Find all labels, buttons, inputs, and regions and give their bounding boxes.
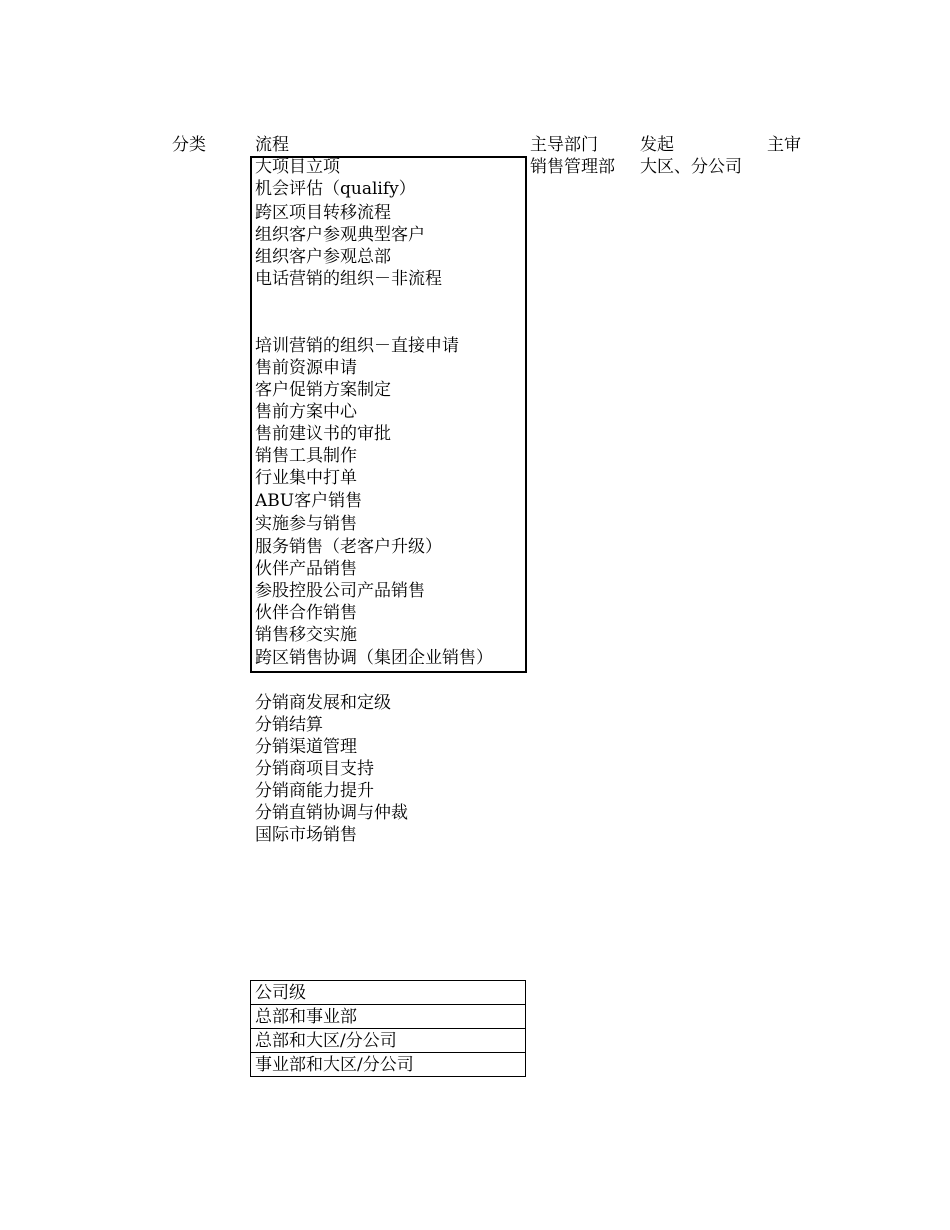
header-initiator: 发起 xyxy=(640,135,674,155)
distribution-item: 分销商发展和定级 xyxy=(255,693,391,713)
process-item: 行业集中打单 xyxy=(255,468,357,488)
distribution-item: 分销渠道管理 xyxy=(255,737,357,757)
distribution-item: 国际市场销售 xyxy=(255,825,357,845)
header-lead-dept: 主导部门 xyxy=(530,135,598,155)
table-row xyxy=(251,1029,526,1053)
distribution-item: 分销商能力提升 xyxy=(255,781,374,801)
level-cell: 总部和大区/分公司 xyxy=(251,1029,526,1053)
process-item: 跨区项目转移流程 xyxy=(255,203,391,223)
distribution-item: 分销商项目支持 xyxy=(255,759,374,779)
distribution-item: 分销直销协调与仲裁 xyxy=(255,803,408,823)
header-reviewer: 主审 xyxy=(767,135,801,155)
table-row xyxy=(251,981,526,1005)
process-item: 售前资源申请 xyxy=(255,358,357,378)
level-cell: 总部和事业部 xyxy=(251,1005,526,1029)
process-item: 服务销售（老客户升级） xyxy=(255,537,442,557)
level-legend-table xyxy=(250,980,526,1077)
level-cell: 事业部和大区/分公司 xyxy=(251,1053,526,1077)
process-item: 培训营销的组织－直接申请 xyxy=(255,336,459,356)
process-item: 跨区销售协调（集团企业销售） xyxy=(255,648,493,668)
process-item: 售前方案中心 xyxy=(255,402,357,422)
process-item: 大项目立项 xyxy=(255,157,340,177)
header-category: 分类 xyxy=(172,135,206,155)
distribution-item: 分销结算 xyxy=(255,715,323,735)
process-item: 实施参与销售 xyxy=(255,514,357,534)
process-item: 客户促销方案制定 xyxy=(255,380,391,400)
process-item: 组织客户参观典型客户 xyxy=(255,225,425,245)
process-item: 参股控股公司产品销售 xyxy=(255,581,425,601)
table-row xyxy=(251,1005,526,1029)
first-row-lead-dept: 销售管理部 xyxy=(530,157,615,177)
table-row xyxy=(251,1053,526,1077)
process-item: 组织客户参观总部 xyxy=(255,247,391,267)
process-item: ABU客户销售 xyxy=(255,491,363,511)
first-row-initiator: 大区、分公司 xyxy=(640,157,742,177)
header-process: 流程 xyxy=(255,135,289,155)
level-cell: 公司级 xyxy=(251,981,526,1005)
process-item: 销售移交实施 xyxy=(255,625,357,645)
process-item: 机会评估（qualify） xyxy=(255,179,416,199)
process-item: 伙伴合作销售 xyxy=(255,603,357,623)
process-item: 伙伴产品销售 xyxy=(255,559,357,579)
process-item: 销售工具制作 xyxy=(255,446,357,466)
process-item: 电话营销的组织－非流程 xyxy=(255,269,442,289)
process-item: 售前建议书的审批 xyxy=(255,424,391,444)
